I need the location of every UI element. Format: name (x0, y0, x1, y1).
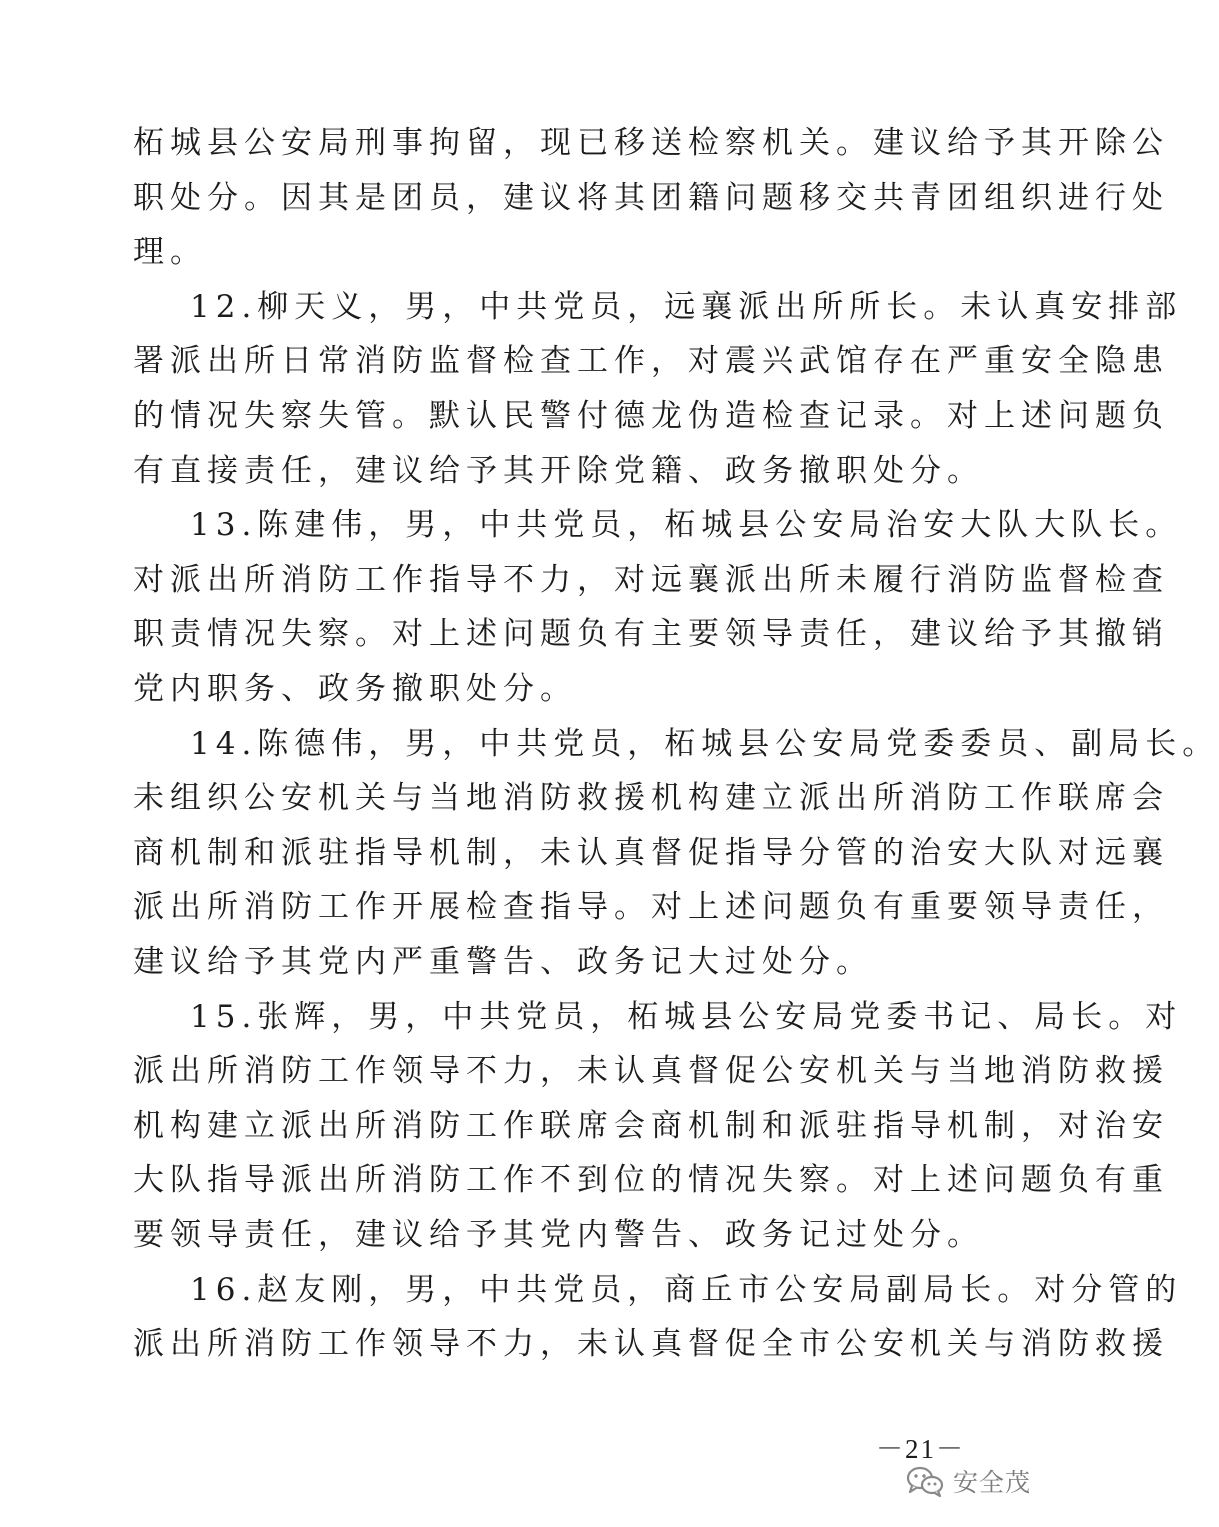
paragraph-line: 对派出所消防工作指导不力，对远襄派出所未履行消防监督检查 (133, 562, 1169, 598)
wechat-icon (905, 1465, 945, 1497)
paragraph-line: 15.张辉，男，中共党员，柘城县公安局党委书记、局长。对 (190, 999, 1183, 1035)
page-number: －21－ (876, 1434, 965, 1464)
paragraph-line: 12.柳天义，男，中共党员，远襄派出所所长。未认真安排部 (190, 289, 1183, 325)
paragraph-line: 职责情况失察。对上述问题负有主要领导责任，建议给予其撤销 (133, 616, 1169, 652)
paragraph-line: 16.赵友刚，男，中共党员，商丘市公安局副局长。对分管的 (190, 1272, 1183, 1308)
paragraph-line: 要领导责任，建议给予其党内警告、政务记过处分。 (133, 1217, 984, 1253)
paragraph-line: 派出所消防工作领导不力，未认真督促公安机关与当地消防救援 (133, 1053, 1169, 1089)
paragraph-line: 机构建立派出所消防工作联席会商机制和派驻指导机制，对治安 (133, 1108, 1169, 1144)
paragraph-line: 党内职务、政务撤职处分。 (133, 671, 577, 707)
paragraph-line: 的情况失察失管。默认民警付德龙伪造检查记录。对上述问题负 (133, 398, 1169, 434)
paragraph-line: 商机制和派驻指导机制，未认真督促指导分管的治安大队对远襄 (133, 835, 1169, 871)
paragraph-line: 派出所消防工作领导不力，未认真督促全市公安机关与消防救援 (133, 1326, 1169, 1362)
watermark (905, 1463, 1031, 1499)
watermark-text: 安全茂 (953, 1468, 1032, 1497)
paragraph-line: 未组织公安机关与当地消防救援机构建立派出所消防工作联席会 (133, 780, 1169, 816)
paragraph-line: 柘城县公安局刑事拘留，现已移送检察机关。建议给予其开除公 (133, 125, 1169, 161)
paragraph-line: 职处分。因其是团员，建议将其团籍问题移交共青团组织进行处 (133, 180, 1169, 216)
paragraph-line: 派出所消防工作开展检查指导。对上述问题负有重要领导责任， (133, 889, 1169, 925)
paragraph-line: 大队指导派出所消防工作不到位的情况失察。对上述问题负有重 (133, 1162, 1169, 1198)
paragraph-line: 署派出所日常消防监督检查工作，对震兴武馆存在严重安全隐患 (133, 343, 1169, 379)
paragraph-line: 有直接责任，建议给予其开除党籍、政务撤职处分。 (133, 453, 984, 489)
paragraph-line: 13.陈建伟，男，中共党员，柘城县公安局治安大队大队长。 (190, 507, 1183, 543)
paragraph-line: 建议给予其党内严重警告、政务记大过处分。 (133, 944, 873, 980)
paragraph-line: 14.陈德伟，男，中共党员，柘城县公安局党委委员、副局长。 (190, 726, 1219, 762)
paragraph-line: 理。 (133, 234, 207, 270)
